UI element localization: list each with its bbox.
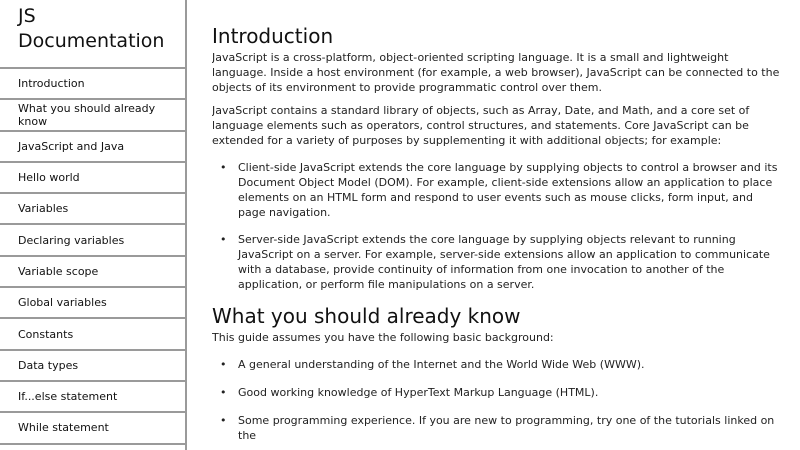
nav-link-constants[interactable]: Constants xyxy=(0,319,185,350)
list-item xyxy=(220,232,782,292)
list-item xyxy=(220,385,782,400)
list-item-text: Some programming experience. If you are new to programming, try one of the tutorials linked on the xyxy=(238,414,775,442)
bullet-list xyxy=(212,160,782,292)
nav-link-variables[interactable]: Variables xyxy=(0,194,185,225)
list-item-text: Server-side JavaScript extends the core language by supplying objects relevant to running JavaScript on a server. For example, server-side extensions allow an application to communicate with a database, provide continuity of information from one invocation to another of the application, or perform file manipulations on a server. xyxy=(238,233,770,291)
bullet-icon: • xyxy=(220,386,227,399)
nav-link-if-else-statement[interactable]: If...else statement xyxy=(0,382,185,413)
list-item xyxy=(220,160,782,220)
nav-link-data-types[interactable]: Data types xyxy=(0,351,185,382)
paragraph: JavaScript is a cross-platform, object-oriented scripting language. It is a small and lightweight language. Inside a host environment (for example, a web browser), JavaScript can be connected to the objects of its environment to provide programmatic control over them. xyxy=(212,51,780,94)
nav-link-hello-world[interactable]: Hello world xyxy=(0,163,185,194)
nav-link-variable-scope[interactable]: Variable scope xyxy=(0,257,185,288)
list-item-text: A general understanding of the Internet and the World Wide Web (WWW). xyxy=(238,358,645,371)
sidebar-nav xyxy=(0,0,187,450)
nav-link-while-statement[interactable]: While statement xyxy=(0,413,185,444)
section-title: What you should already know xyxy=(212,304,521,328)
paragraph: JavaScript contains a standard library of objects, such as Array, Date, and Math, and a core set of language elements such as operators, control structures, and statements. Core JavaScript can be extended for a variety of purposes by supplementing it with additional objects; for example: xyxy=(212,104,750,147)
bullet-icon: • xyxy=(220,414,227,427)
paragraph: This guide assumes you have the following basic background: xyxy=(212,331,554,344)
nav-link-introduction[interactable]: Introduction xyxy=(0,69,185,100)
section-introduction xyxy=(212,24,782,292)
section-what-you-should-already-know xyxy=(212,304,782,443)
nav-list xyxy=(0,69,185,445)
list-item xyxy=(220,413,782,443)
bullet-list xyxy=(212,357,782,443)
list-item-text: Good working knowledge of HyperText Markup Language (HTML). xyxy=(238,386,599,399)
section-title: Introduction xyxy=(212,24,334,48)
sidebar-header xyxy=(0,0,185,69)
nav-link-global-variables[interactable]: Global variables xyxy=(0,288,185,319)
nav-link-what-you-should-already-know[interactable]: What you should already know xyxy=(0,100,185,131)
main-content xyxy=(212,0,782,450)
sidebar-title: JS Documentation xyxy=(18,5,165,52)
nav-link-javascript-and-java[interactable]: JavaScript and Java xyxy=(0,132,185,163)
list-item xyxy=(220,357,782,372)
list-item-text: Client-side JavaScript extends the core language by supplying objects to control a browser and its Document Object Model (DOM). For example, client-side extensions allow an application to place elements on an HTML form and respond to user events such as mouse clicks, form input, and page navigation. xyxy=(238,161,778,219)
bullet-icon: • xyxy=(220,233,227,246)
bullet-icon: • xyxy=(220,161,227,174)
nav-link-declaring-variables[interactable]: Declaring variables xyxy=(0,225,185,256)
bullet-icon: • xyxy=(220,358,227,371)
